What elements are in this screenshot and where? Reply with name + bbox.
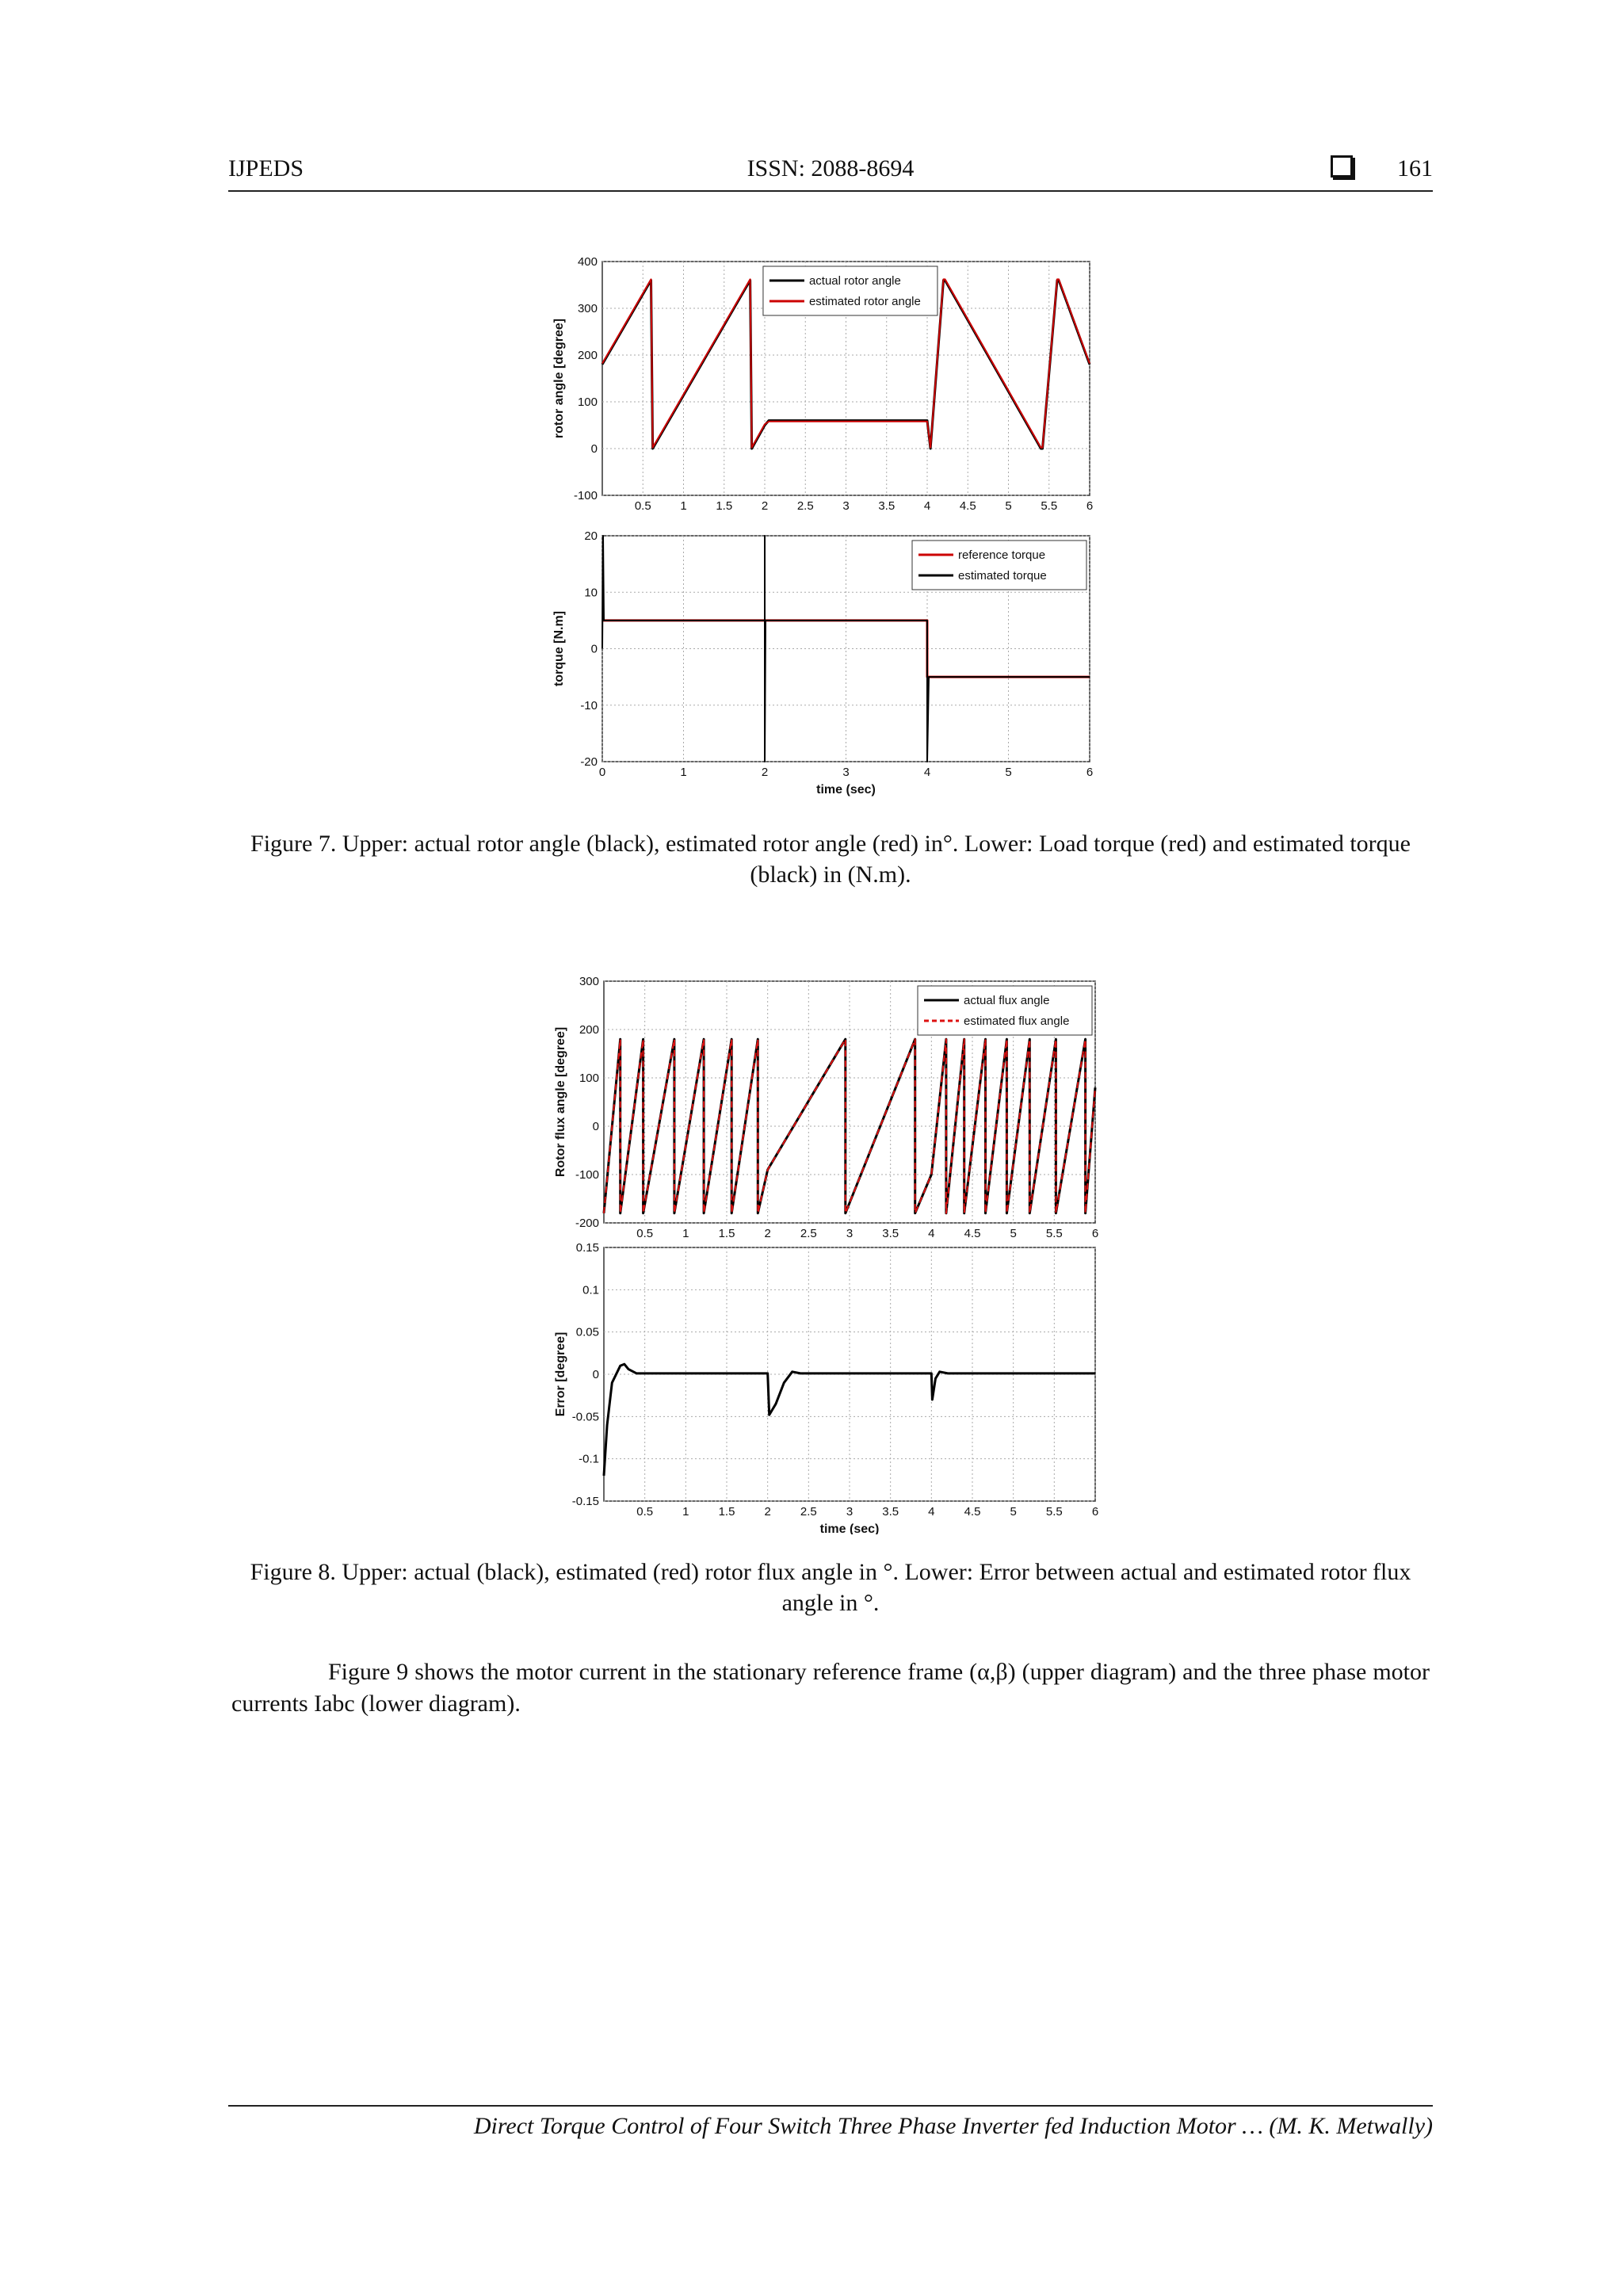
figure-7 [547, 252, 1117, 807]
page-number-group [1331, 155, 1433, 182]
x-tick-label: 2.5 [800, 1505, 817, 1519]
x-tick-label: 6 [1091, 1505, 1099, 1519]
legend-entry: actual flux angle [964, 994, 1050, 1007]
y-tick-label: -0.1 [579, 1452, 599, 1466]
body-paragraph: Figure 9 shows the motor current in the stationary reference frame (α,β) (upper diagram) and the three phase motor currents Iabc (lower diagram). [231, 1659, 1430, 1717]
y-tick-label: 10 [584, 586, 598, 600]
legend-entry: reference torque [958, 548, 1046, 562]
y-tick-label: 100 [579, 1072, 599, 1085]
y-tick-label: -0.15 [571, 1495, 599, 1508]
y-axis-label: Rotor flux angle [degree] [554, 1026, 567, 1178]
legend-entry: estimated torque [958, 569, 1047, 583]
chart-panel-0 [554, 975, 1098, 1240]
page-number: 161 [1397, 155, 1433, 181]
y-tick-label: 200 [579, 1023, 599, 1037]
legend [912, 541, 1086, 590]
y-tick-label: -10 [580, 698, 598, 712]
y-tick-label: 300 [579, 975, 599, 988]
legend-entry: estimated rotor angle [808, 295, 921, 308]
x-tick-label: 1 [682, 1227, 689, 1240]
x-tick-label: 6 [1086, 499, 1094, 513]
x-tick-label: 3 [842, 499, 850, 513]
square-icon [1331, 155, 1353, 178]
y-tick-label: 0.1 [582, 1283, 599, 1297]
x-tick-label: 5.5 [1045, 1505, 1063, 1519]
x-tick-label: 5.5 [1041, 499, 1058, 513]
x-tick-label: 3.5 [882, 1227, 899, 1240]
x-tick-label: 4 [928, 1505, 935, 1519]
x-axis-label: time (sec) [816, 783, 876, 797]
page-header [228, 155, 1433, 192]
issn: ISSN: 2088-8694 [747, 155, 915, 181]
x-tick-label: 2 [764, 1505, 771, 1519]
chart-svg [547, 252, 1117, 807]
x-tick-label: 2 [761, 766, 769, 779]
y-tick-label: 100 [577, 395, 598, 409]
x-tick-label: 0.5 [636, 1505, 654, 1519]
x-tick-label: 3.5 [882, 1505, 899, 1519]
y-tick-label: 0 [590, 642, 598, 656]
x-tick-label: 0 [598, 766, 606, 779]
x-tick-label: 0.5 [636, 1227, 654, 1240]
y-tick-label: 0 [592, 1368, 599, 1381]
y-tick-label: -0.05 [571, 1410, 599, 1424]
x-tick-label: 5.5 [1045, 1227, 1063, 1240]
x-tick-label: 6 [1086, 766, 1094, 779]
chart-panel-0 [552, 255, 1093, 513]
chart-panel-1 [552, 529, 1093, 797]
y-tick-label: 20 [584, 529, 598, 543]
legend [763, 266, 938, 315]
x-tick-label: 5 [1005, 499, 1012, 513]
figure-7-caption: Figure 7. Upper: actual rotor angle (black), estimated rotor angle (red) in°. Lower: Load torque (red) and estimated torque (black) in (N.m). [250, 831, 1411, 888]
legend [918, 986, 1092, 1035]
y-tick-label: 0 [590, 442, 598, 456]
x-tick-label: 1.5 [718, 1505, 735, 1519]
y-tick-label: 300 [577, 302, 598, 315]
x-tick-label: 2.5 [800, 1227, 817, 1240]
y-tick-label: 200 [577, 349, 598, 362]
y-tick-label: -100 [573, 489, 598, 502]
x-tick-label: 1.5 [716, 499, 733, 513]
figure-8 [539, 972, 1125, 1534]
chart-svg [539, 972, 1125, 1534]
y-tick-label: 0.05 [575, 1325, 599, 1339]
page-footer: Direct Torque Control of Four Switch Three Phase Inverter fed Induction Motor … (M. K. Metwally) [228, 2105, 1433, 2140]
y-tick-label: -20 [580, 755, 598, 769]
x-tick-label: 3 [846, 1505, 854, 1519]
x-tick-label: 1 [680, 499, 687, 513]
x-axis-label: time (sec) [819, 1522, 880, 1534]
x-tick-label: 1 [680, 766, 687, 779]
legend-entry: estimated flux angle [964, 1014, 1070, 1028]
x-tick-label: 3.5 [878, 499, 896, 513]
x-tick-label: 5 [1010, 1227, 1017, 1240]
y-axis-label: rotor angle [degree] [552, 318, 566, 439]
x-tick-label: 4 [923, 499, 931, 513]
y-axis-label: torque [N.m] [552, 610, 566, 687]
y-tick-label: 0 [592, 1120, 599, 1133]
x-tick-label: 2 [764, 1227, 771, 1240]
y-tick-label: -100 [575, 1168, 599, 1182]
x-tick-label: 5 [1010, 1505, 1017, 1519]
y-tick-label: 0.15 [575, 1241, 599, 1255]
x-tick-label: 2.5 [796, 499, 814, 513]
y-tick-label: 400 [577, 255, 598, 269]
figure-8-caption: Figure 8. Upper: actual (black), estimated (red) rotor flux angle in °. Lower: Error between actual and estimated rotor flux angle in °. [250, 1559, 1411, 1616]
x-tick-label: 4.5 [964, 1227, 981, 1240]
x-tick-label: 4.5 [964, 1505, 981, 1519]
legend-entry: actual rotor angle [808, 274, 901, 288]
chart-panel-1 [554, 1241, 1098, 1534]
x-tick-label: 4.5 [959, 499, 976, 513]
x-tick-label: 1.5 [718, 1227, 735, 1240]
x-tick-label: 3 [846, 1227, 854, 1240]
x-tick-label: 0.5 [634, 499, 651, 513]
x-tick-label: 4 [923, 766, 931, 779]
x-tick-label: 4 [928, 1227, 935, 1240]
y-tick-label: -200 [575, 1217, 599, 1230]
y-axis-label: Error [degree] [554, 1331, 567, 1417]
x-tick-label: 5 [1005, 766, 1012, 779]
journal-name: IJPEDS [228, 155, 304, 181]
x-tick-label: 1 [682, 1505, 689, 1519]
x-tick-label: 2 [761, 499, 769, 513]
x-tick-label: 6 [1091, 1227, 1099, 1240]
x-tick-label: 3 [842, 766, 850, 779]
